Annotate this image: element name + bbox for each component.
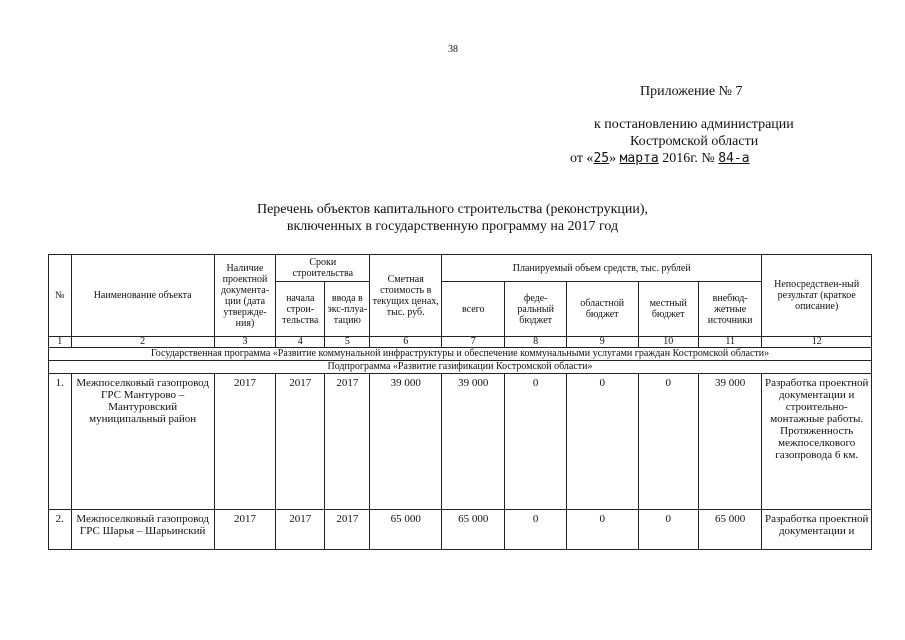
column-number: 1 — [49, 337, 72, 348]
header-federal: феде-ральный бюджет — [505, 282, 566, 337]
date-day: 25 — [593, 151, 610, 166]
row-federal: 0 — [505, 374, 566, 510]
row-federal: 0 — [505, 510, 566, 550]
subprogram-title: Подпрограмма «Развитие газификации Костромской области» — [49, 361, 872, 374]
row-start: 2017 — [276, 374, 325, 510]
subprogram-row — [49, 361, 872, 374]
row-local: 0 — [638, 374, 698, 510]
row-commission: 2017 — [325, 510, 370, 550]
row-local: 0 — [638, 510, 698, 550]
row-extra: 65 000 — [698, 510, 762, 550]
header-start: начала строи-тельства — [276, 282, 325, 337]
row-docs: 2017 — [214, 374, 275, 510]
row-cost: 39 000 — [370, 374, 442, 510]
program-row — [49, 348, 872, 361]
date-mid: » — [609, 151, 617, 166]
date-prefix: от « — [570, 151, 594, 166]
row-name: Межпоселковый газопровод ГРС Шарья – Шарьинский — [71, 510, 214, 550]
date-year: 2016г. № — [662, 151, 715, 166]
header-local: местный бюджет — [638, 282, 698, 337]
row-commission: 2017 — [325, 374, 370, 510]
table-header-row-1 — [49, 255, 872, 282]
row-result: Разработка проектной документации и — [762, 510, 872, 550]
table-row — [49, 510, 872, 550]
column-number: 6 — [370, 337, 442, 348]
column-number: 9 — [566, 337, 638, 348]
row-name: Межпоселковый газопровод ГРС Мантурово – Мантуровский муниципальный район — [71, 374, 214, 510]
row-regional: 0 — [566, 374, 638, 510]
row-total: 65 000 — [442, 510, 505, 550]
header-num: № — [49, 255, 72, 337]
header-regional: областной бюджет — [566, 282, 638, 337]
column-number: 10 — [638, 337, 698, 348]
date-month: марта — [619, 151, 659, 166]
row-regional: 0 — [566, 510, 638, 550]
row-start: 2017 — [276, 510, 325, 550]
column-number: 3 — [214, 337, 275, 348]
row-result: Разработка проектной документации и строительно-монтажные работы. Протяженность межпоселкового газопровода 6 км. — [762, 374, 872, 510]
header-planned: Планируемый объем средств, тыс. рублей — [442, 255, 762, 282]
column-number: 12 — [762, 337, 872, 348]
header-total: всего — [442, 282, 505, 337]
decree-date-line — [570, 151, 750, 167]
column-number: 7 — [442, 337, 505, 348]
appendix-title: Приложение № 7 — [640, 84, 743, 99]
program-title: Государственная программа «Развитие коммунальной инфраструктуры и обеспечение коммунальными услугами граждан Костромской области» — [49, 348, 872, 361]
row-extra: 39 000 — [698, 374, 762, 510]
row-num: 1. — [49, 374, 72, 510]
document-title-line-2: включенных в государственную программу на 2017 год — [286, 219, 619, 234]
header-docs: Наличие проектной документа-ции (дата утвержде-ния) — [214, 255, 275, 337]
decree-line-2: Костромской области — [630, 134, 759, 149]
header-commission: ввода в экс-плуа-тацию — [325, 282, 370, 337]
header-extra: внебюд-жетные источники — [698, 282, 762, 337]
header-result: Непосредствен-ный результат (краткое описание) — [762, 255, 872, 337]
column-number: 11 — [698, 337, 762, 348]
table-row — [49, 374, 872, 510]
page-number: 38 — [448, 44, 458, 55]
row-total: 39 000 — [442, 374, 505, 510]
document-title-line-1: Перечень объектов капитального строительства (реконструкции), — [256, 202, 649, 217]
column-numbers-row — [49, 337, 872, 348]
column-number: 8 — [505, 337, 566, 348]
objects-table — [48, 254, 872, 550]
column-number: 2 — [71, 337, 214, 348]
row-cost: 65 000 — [370, 510, 442, 550]
header-terms: Сроки строительства — [276, 255, 370, 282]
header-name: Наименование объекта — [71, 255, 214, 337]
decree-line-1: к постановлению администрации — [594, 117, 794, 132]
row-num: 2. — [49, 510, 72, 550]
column-number: 4 — [276, 337, 325, 348]
row-docs: 2017 — [214, 510, 275, 550]
column-number: 5 — [325, 337, 370, 348]
decree-number: 84-а — [718, 151, 750, 166]
header-cost: Сметная стоимость в текущих ценах, тыс. руб. — [370, 255, 442, 337]
